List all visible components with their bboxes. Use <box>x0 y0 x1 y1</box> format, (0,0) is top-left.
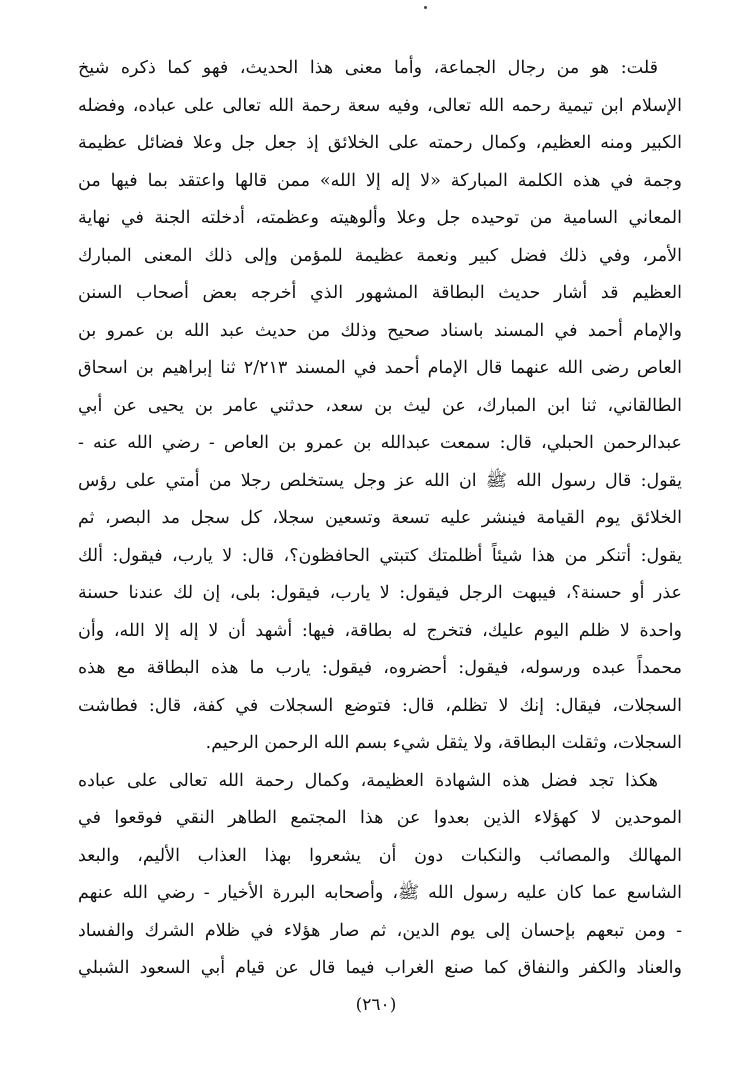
text-line: السجلات، وثقلت البطاقة، ولا يثقل شيء بسم الله الرحمن الرحيم. <box>205 733 682 753</box>
text-line: واحدة لا ظلم اليوم عليك، فتخرج له بطاقة، فيها: أشهد أن لا إله إلا الله، وأن <box>78 620 682 641</box>
text-line: المهالك والمصائب والنكبات دون أن يشعروا بهذا العذاب الأليم، والبعد <box>78 845 682 866</box>
text-line: الإسلام ابن تيمية رحمه الله تعالى، وفيه سعة رحمة الله تعالى على عباده، وفضله <box>78 95 682 116</box>
text-line: المعاني السامية من توحيده جل وعلا وألوهيته وعظمته، أدخلته الجنة في نهاية <box>78 208 682 228</box>
text-line: عبدالرحمن الحبلي، قال: سمعت عبدالله بن عمرو بن العاص - رضي الله عنه - <box>78 433 682 453</box>
body-text <box>78 50 682 988</box>
page-number: (٢٦٠) <box>355 995 397 1015</box>
text-line: السجلات، فيقال: إنك لا تظلم، قال: فتوضع السجلات في كفة، قال: فطاشت <box>78 695 682 716</box>
text-line: هكذا تجد فضل هذه الشهادة العظيمة، وكمال رحمة الله تعالى على عباده <box>78 770 658 791</box>
text-line: الأمر، وفي ذلك فضل كبير ونعمة عظيمة للمؤمن وإلى ذلك المعنى المبارك <box>78 245 682 266</box>
text-line: العظيم قد أشار حديث البطاقة المشهور الذي أخرجه بعض أصحاب السنن <box>78 283 682 303</box>
text-line: الشاسع عما كان عليه رسول الله ﷺ، وأصحابه البررة الأخيار - رضي الله عنهم <box>78 883 682 903</box>
text-line: الموحدين لا كهؤلاء الذين بعدوا عن هذا المجتمع الطاهر النقي فوقعوا في <box>78 808 682 828</box>
text-line: العاص رضى الله عنهما قال الإمام أحمد في المسند ٢/٢١٣ ثنا إبراهيم بن اسحاق <box>78 358 682 378</box>
text-line: يقول: أتنكر من هذا شيئاً أظلمتك كتبتي الحافظون؟، قال: لا يارب، فيقول: ألك <box>78 545 682 566</box>
text-line: محمداً عبده ورسوله، فيقول: أحضروه، فيقول: يارب ما هذه البطاقة مع هذه <box>78 658 682 678</box>
text-line: والعناد والكفر والنفاق كما صنع الغراب فيما قال عن قيام أبي السعود الشبلي <box>78 958 682 978</box>
text-line: والإمام أحمد في المسند باسناد صحيح وذلك من حديث عبد الله بن عمرو بن <box>78 320 682 341</box>
text-line: قلت: هو من رجال الجماعة، وأما معنى هذا الحديث، فهو كما ذكره شيخ <box>78 58 658 78</box>
text-line: الخلائق يوم القيامة فينشر عليه تسعة وتسعين سجلا، كل سجل مد البصر، ثم <box>78 508 682 528</box>
text-line: يقول: قال رسول الله ﷺ ان الله عز وجل يستخلص رجلا من أمتي على رؤس <box>78 470 682 491</box>
text-line: الكبير ومنه العظيم، وكمال رحمته على الخلائق إذ جعل جل وعلا فضائل عظيمة <box>78 133 682 153</box>
text-line: عذر أو حسنة؟، فيبهت الرجل فيقول: لا يارب، فيقول: بلى، إن لك عندنا حسنة <box>78 583 682 603</box>
scan-mark <box>424 6 427 9</box>
text-line: الطالقاني، ثنا ابن المبارك، عن ليث بن سعد، حدثني عامر بن يحيى عن أبي <box>78 395 682 416</box>
text-line: وجمة في هذه الكلمة المباركة «لا إله إلا الله» ممن قالها واعتقد بما فيها من <box>78 170 682 191</box>
text-line: - ومن تبعهم بإحسان إلى يوم الدين، ثم صار هؤلاء في ظلام الشرك والفساد <box>78 920 682 941</box>
